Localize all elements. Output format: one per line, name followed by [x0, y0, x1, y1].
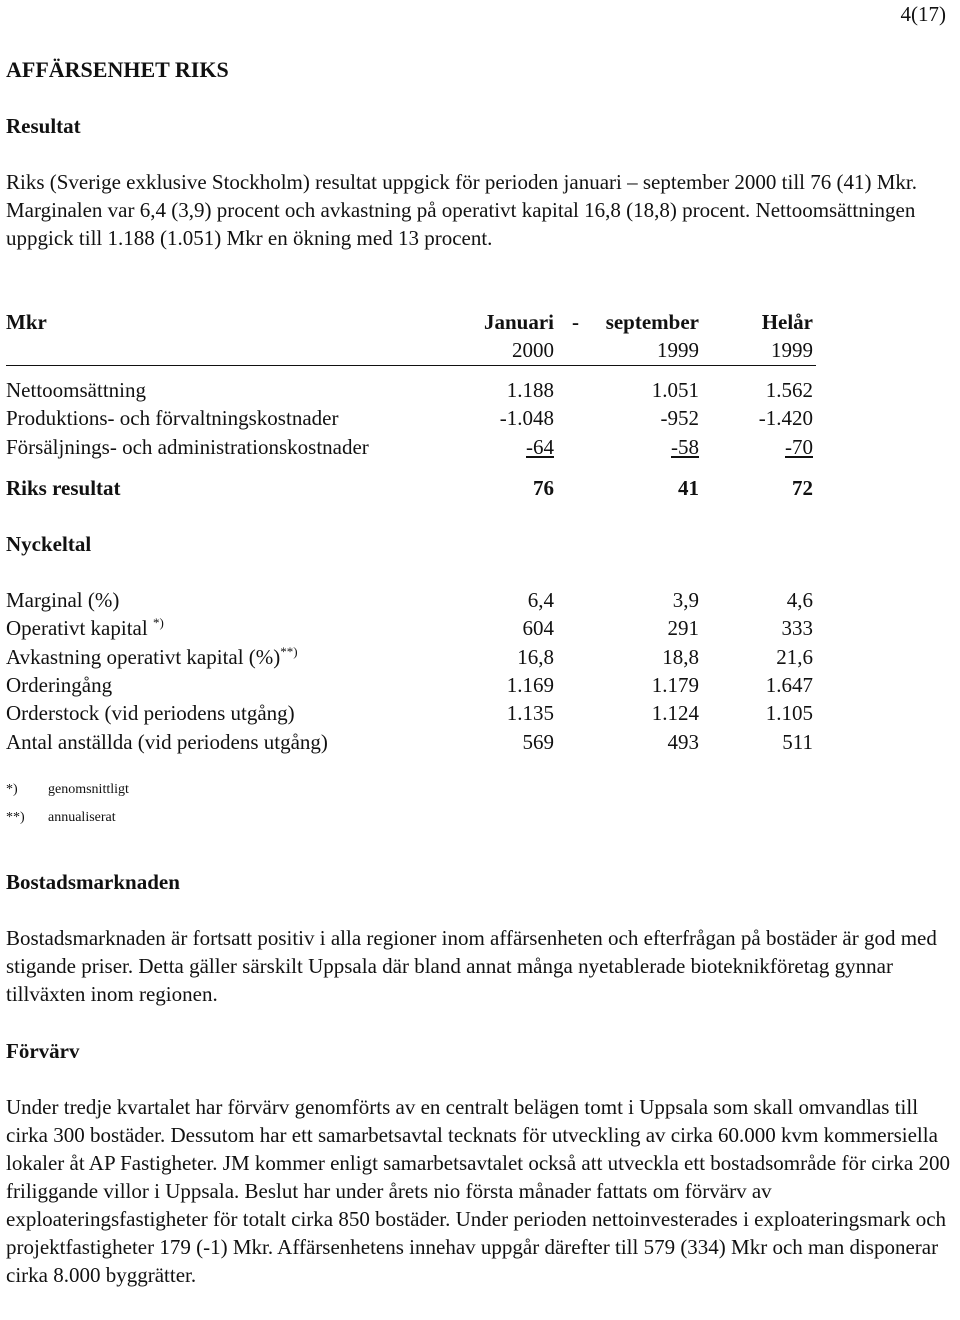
- cell: 333: [781, 616, 813, 640]
- result-row: [6, 474, 816, 502]
- cell: 1.647: [765, 673, 813, 697]
- row-label: Orderingång: [6, 673, 113, 697]
- footnote-ref: *): [152, 615, 164, 630]
- forvarv-paragraph: [6, 1093, 952, 1289]
- cell: 1.169: [506, 673, 554, 697]
- row-label: Avkastning operativt kapital (%)**): [6, 644, 298, 669]
- table-row: [6, 699, 816, 727]
- cell: 6,4: [527, 588, 554, 612]
- row-label: Operativt kapital *): [6, 615, 164, 640]
- cell: -64: [526, 435, 554, 459]
- resultat-paragraph: [6, 168, 952, 252]
- cell: 511: [782, 730, 813, 754]
- cell: 1.135: [506, 701, 554, 725]
- kpi-heading: Nyckeltal: [6, 532, 92, 556]
- cell: 76: [533, 476, 554, 500]
- row-label: Nettoomsättning: [6, 378, 146, 402]
- table-years-row: [6, 336, 816, 364]
- cell: 1.179: [651, 673, 699, 697]
- unit-label: Mkr: [6, 310, 47, 334]
- row-label: Produktions- och förvaltningskostnader: [6, 406, 339, 430]
- header-period-b: september: [605, 310, 699, 334]
- cell: -70: [785, 435, 813, 459]
- footnote-mark: **): [6, 810, 25, 825]
- footnote: [6, 804, 116, 832]
- year-col-3: 1999: [771, 338, 813, 362]
- cell: 3,9: [672, 588, 699, 612]
- cell: 1.562: [765, 378, 813, 402]
- cell: 1.105: [765, 701, 813, 725]
- year-col-1: 2000: [512, 338, 554, 362]
- table-row: [6, 586, 816, 614]
- forvarv-text: Under tredje kvartalet har förvärv genomförts av en centralt belägen tomt i Uppsala som skall omvandlas till cirka 300 bostäder. Dessutom har ett samarbetsavtal tecknats för utveckling av cirka 60.000 kvm kommersiella lokaler åt AP Fastigheter. JM kommer enligt samarbetsavtalet också att utveckla ett bostadsområde för cirka 200 friliggande villor i Uppsala. Beslut har under årets nio första månader fattats om förvärv av exploateringsfastigheter för totalt cirka 850 bostäder. Under perioden nettoinvesterades i exploateringsmark och projektfastigheter 179 (-1) Mkr. Affärsenhetens innehav uppgår därefter till 579 (334) Mkr och man disponerar cirka 8.000 byggrätter.: [6, 1095, 950, 1287]
- cell: 493: [667, 730, 699, 754]
- cell: 291: [667, 616, 699, 640]
- result-label: Riks resultat: [6, 476, 121, 500]
- cell: 1.188: [506, 378, 554, 402]
- table-header-row: [6, 308, 816, 336]
- page-title: AFFÄRSENHET RIKS: [6, 57, 229, 82]
- header-rule: [6, 365, 816, 366]
- bostadsmarknaden-heading: Bostadsmarknaden: [6, 870, 180, 894]
- table-row: [6, 404, 816, 432]
- cell: 1.124: [651, 701, 699, 725]
- header-dash: -: [572, 310, 579, 334]
- cell: 18,8: [662, 645, 699, 669]
- footnote-ref: **): [280, 644, 298, 659]
- year-col-2: 1999: [657, 338, 699, 362]
- cell: 569: [522, 730, 554, 754]
- header-fullyear: Helår: [761, 310, 813, 334]
- row-label: Antal anställda (vid periodens utgång): [6, 730, 328, 754]
- row-label: Försäljnings- och administrationskostnader: [6, 435, 369, 459]
- cell: 72: [792, 476, 813, 500]
- row-label: Marginal (%): [6, 588, 120, 612]
- table-row: [6, 614, 816, 642]
- table-row: [6, 433, 816, 461]
- cell: 1.051: [651, 378, 699, 402]
- forvarv-heading: Förvärv: [6, 1039, 80, 1063]
- bostadsmarknaden-paragraph: [6, 924, 952, 1008]
- cell: -1.048: [499, 406, 554, 430]
- table-row: [6, 671, 816, 699]
- bostadsmarknaden-text: Bostadsmarknaden är fortsatt positiv i alla regioner inom affärsenheten och efterfrågan på bostäder är god med stigande priser. Detta gäller särskilt Uppsala där bland annat många nyetablerade bioteknikföretag gynnar tillväxten inom regionen.: [6, 926, 937, 1006]
- table-row: [6, 643, 816, 671]
- table-row: [6, 728, 816, 756]
- table-row: [6, 376, 816, 404]
- cell: 16,8: [517, 645, 554, 669]
- cell: -1.420: [758, 406, 813, 430]
- resultat-text: Riks (Sverige exklusive Stockholm) resultat uppgick för perioden januari – september 2000 till 76 (41) Mkr. Marginalen var 6,4 (3,9) procent och avkastning på operativt kapital 16,8 (18,8) procent. Nettoomsättningen uppgick till 1.188 (1.051) Mkr en ökning med 13 procent.: [6, 170, 917, 250]
- resultat-heading: Resultat: [6, 114, 81, 138]
- row-label: Orderstock (vid periodens utgång): [6, 701, 295, 725]
- header-period-a: Januari: [483, 310, 554, 334]
- footnote-text: annualiserat: [48, 810, 116, 825]
- page-number: 4(17): [900, 2, 946, 26]
- kpi-heading-row: [6, 530, 816, 558]
- cell: 41: [678, 476, 699, 500]
- footnote-mark: *): [6, 782, 18, 797]
- cell: -58: [671, 435, 699, 459]
- cell: 4,6: [786, 588, 813, 612]
- footnote-text: genomsnittligt: [48, 782, 129, 797]
- cell: 604: [522, 616, 554, 640]
- footnote: [6, 776, 129, 804]
- cell: -952: [660, 406, 699, 430]
- cell: 21,6: [776, 645, 813, 669]
